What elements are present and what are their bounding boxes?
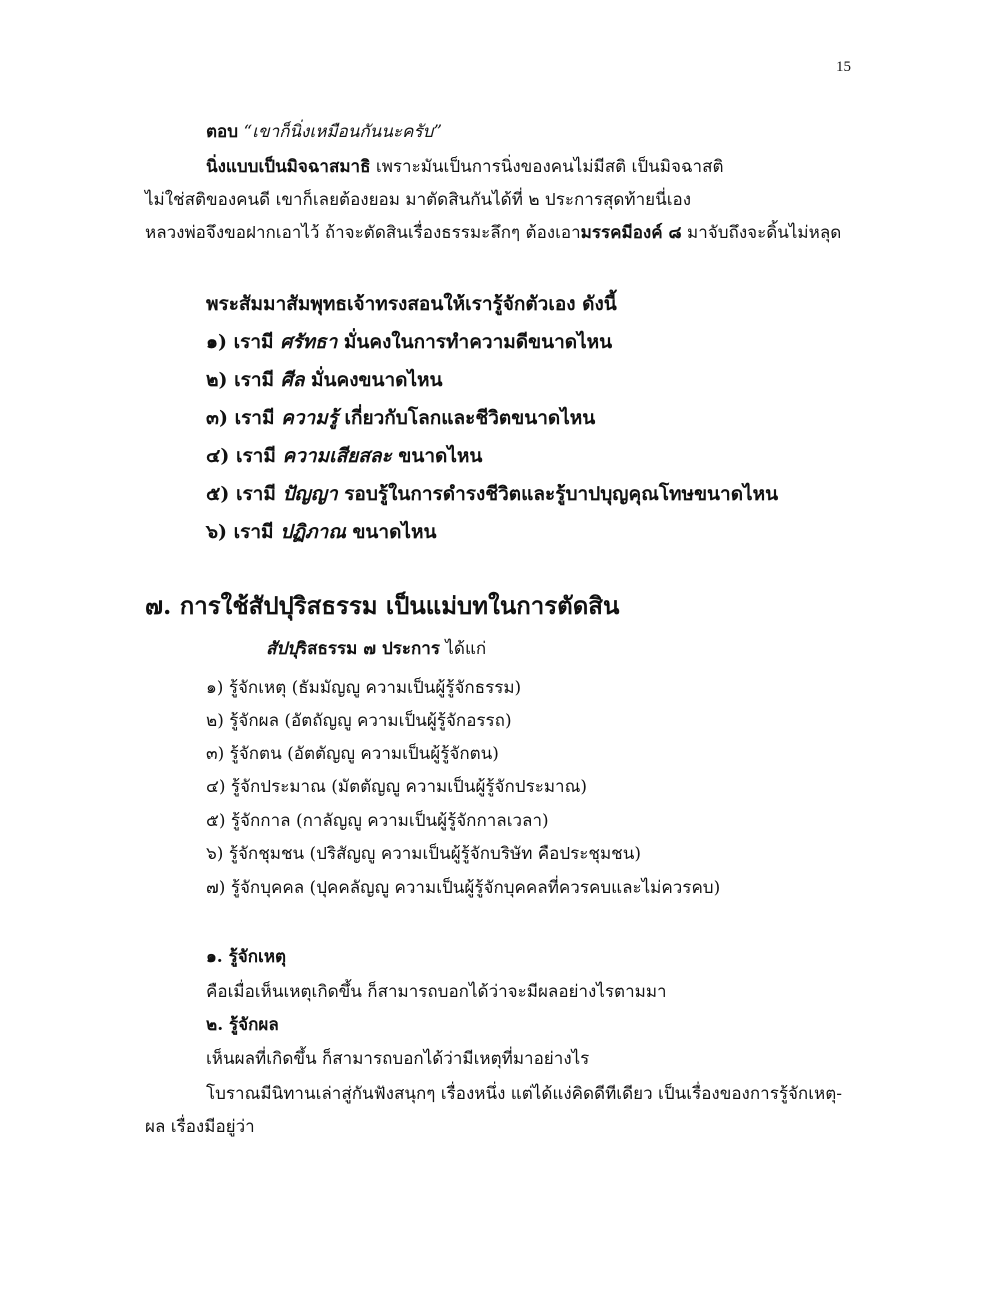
paragraph-line: เห็นผลที่เกิดขึ้น ก็สามารถบอกได้ว่ามีเหตุที่มาอย่างไร [206, 1049, 590, 1069]
list-item-text: รอบรู้ในการดำรงชีวิตและรู้บาปบุญคุณโทษขนาดไหน [337, 483, 779, 505]
paragraph-line: โบราณมีนิทานเล่าสู่กันฟังสนุกๆ เรื่องหนึ่ง แต่ได้แง่คิดดีทีเดียว เป็นเรื่องของการรู้จักเหตุ- [206, 1084, 843, 1104]
list-item-term: ปัญญา [282, 483, 338, 505]
paragraph-line [145, 221, 841, 245]
virtue-item: ๔) รู้จักประมาณ (มัตตัญญู ความเป็นผู้รู้จักประมาณ) [206, 777, 588, 797]
paragraph-line: ไม่ใช่สติของคนดี เขาก็เลยต้องยอม มาตัดสินกันได้ที่ ๒ ประการสุดท้ายนี่เอง [145, 190, 692, 210]
page-number: 15 [836, 59, 851, 75]
list-item-prefix: ๔) เรามี [206, 445, 283, 467]
list-item [206, 328, 612, 356]
virtue-item: ๖) รู้จักชุมชน (ปริสัญญู ความเป็นผู้รู้จักบริษัท คือประชุมชน) [206, 844, 641, 864]
paragraph-line: ผล เรื่องมีอยู่ว่า [145, 1117, 255, 1137]
section-subtitle [266, 637, 486, 661]
list-item-text: มั่นคงในการทำความดีขนาดไหน [337, 331, 613, 353]
list-item-prefix: ๓) เรามี [206, 407, 282, 429]
list-item [206, 480, 778, 508]
list-item [206, 404, 595, 432]
list-item [206, 366, 443, 394]
paragraph-bold-term: นิ่งแบบเป็นมิจฉาสมาธิ [206, 157, 371, 177]
virtue-item: ๗) รู้จักบุคคล (ปุคคลัญญู ความเป็นผู้รู้จักบุคคลที่ควรคบและไม่ควรคบ) [206, 878, 721, 898]
list-item-prefix: ๑) เรามี [206, 331, 281, 353]
list-item-term: ศีล [280, 369, 305, 391]
paragraph-text: เพราะมันเป็นการนิ่งของคนไม่มีสติ เป็นมิจฉาสติ [370, 157, 724, 177]
list-item-text: ขนาดไหน [345, 521, 437, 543]
subheading: ๒. รู้จักผล [206, 1015, 279, 1035]
list-item-term: ความรู้ [281, 407, 338, 429]
list-title: พระสัมมาสัมพุทธเจ้าทรงสอนให้เรารู้จักตัวเอง ดังนี้ [206, 293, 617, 315]
paragraph-bold-term: มรรคมีองค์ ๘ [580, 223, 682, 243]
list-item-prefix: ๒) เรามี [206, 369, 281, 391]
list-item-term: ศรัทธา [280, 331, 338, 353]
list-item-text: มั่นคงขนาดไหน [304, 369, 443, 391]
section-heading: ๗. การใช้สัปปุริสธรรม เป็นแม่บทในการตัดสิน [145, 591, 620, 620]
answer-quote: “เขาก็นิ่งเหมือนกันนะครับ” [243, 122, 443, 142]
virtue-item: ๓) รู้จักตน (อัตตัญญู ความเป็นผู้รู้จักตน) [206, 744, 499, 764]
subheading: ๑. รู้จักเหตุ [206, 947, 287, 967]
list-item-term: ความเสียสละ [282, 445, 392, 467]
virtue-item: ๕) รู้จักกาล (กาลัญญู ความเป็นผู้รู้จักกาลเวลา) [206, 811, 549, 831]
list-item-prefix: ๕) เรามี [206, 483, 283, 505]
paragraph-line [206, 155, 724, 179]
answer-label: ตอบ [206, 122, 239, 142]
list-item-text: ขนาดไหน [391, 445, 483, 467]
answer-line [206, 120, 442, 144]
paragraph-line: คือเมื่อเห็นเหตุเกิดขึ้น ก็สามารถบอกได้ว่าจะมีผลอย่างไรตามมา [206, 982, 667, 1002]
virtue-item: ๒) รู้จักผล (อัตถัญญู ความเป็นผู้รู้จักอรรถ) [206, 711, 512, 731]
paragraph-text: หลวงพ่อจึงขอฝากเอาไว้ ถ้าจะตัดสินเรื่องธรรมะลึกๆ ต้องเอา [145, 223, 581, 243]
list-item [206, 442, 482, 470]
paragraph-text: มาจับถึงจะดิ้นไม่หลุด [681, 223, 842, 243]
subtitle-bold: ุริสธรรม ๗ ประการ [297, 639, 440, 659]
list-item-prefix: ๖) เรามี [206, 521, 281, 543]
subtitle-text: ได้แก่ [439, 639, 487, 659]
subtitle-italic: สัปป [266, 639, 298, 659]
list-item-term: ปฏิภาณ [280, 521, 346, 543]
list-item-text: เกี่ยวกับโลกและชีวิตขนาดไหน [337, 407, 596, 429]
list-item [206, 518, 437, 546]
virtue-item: ๑) รู้จักเหตุ (ธัมมัญญู ความเป็นผู้รู้จักธรรม) [206, 678, 522, 698]
